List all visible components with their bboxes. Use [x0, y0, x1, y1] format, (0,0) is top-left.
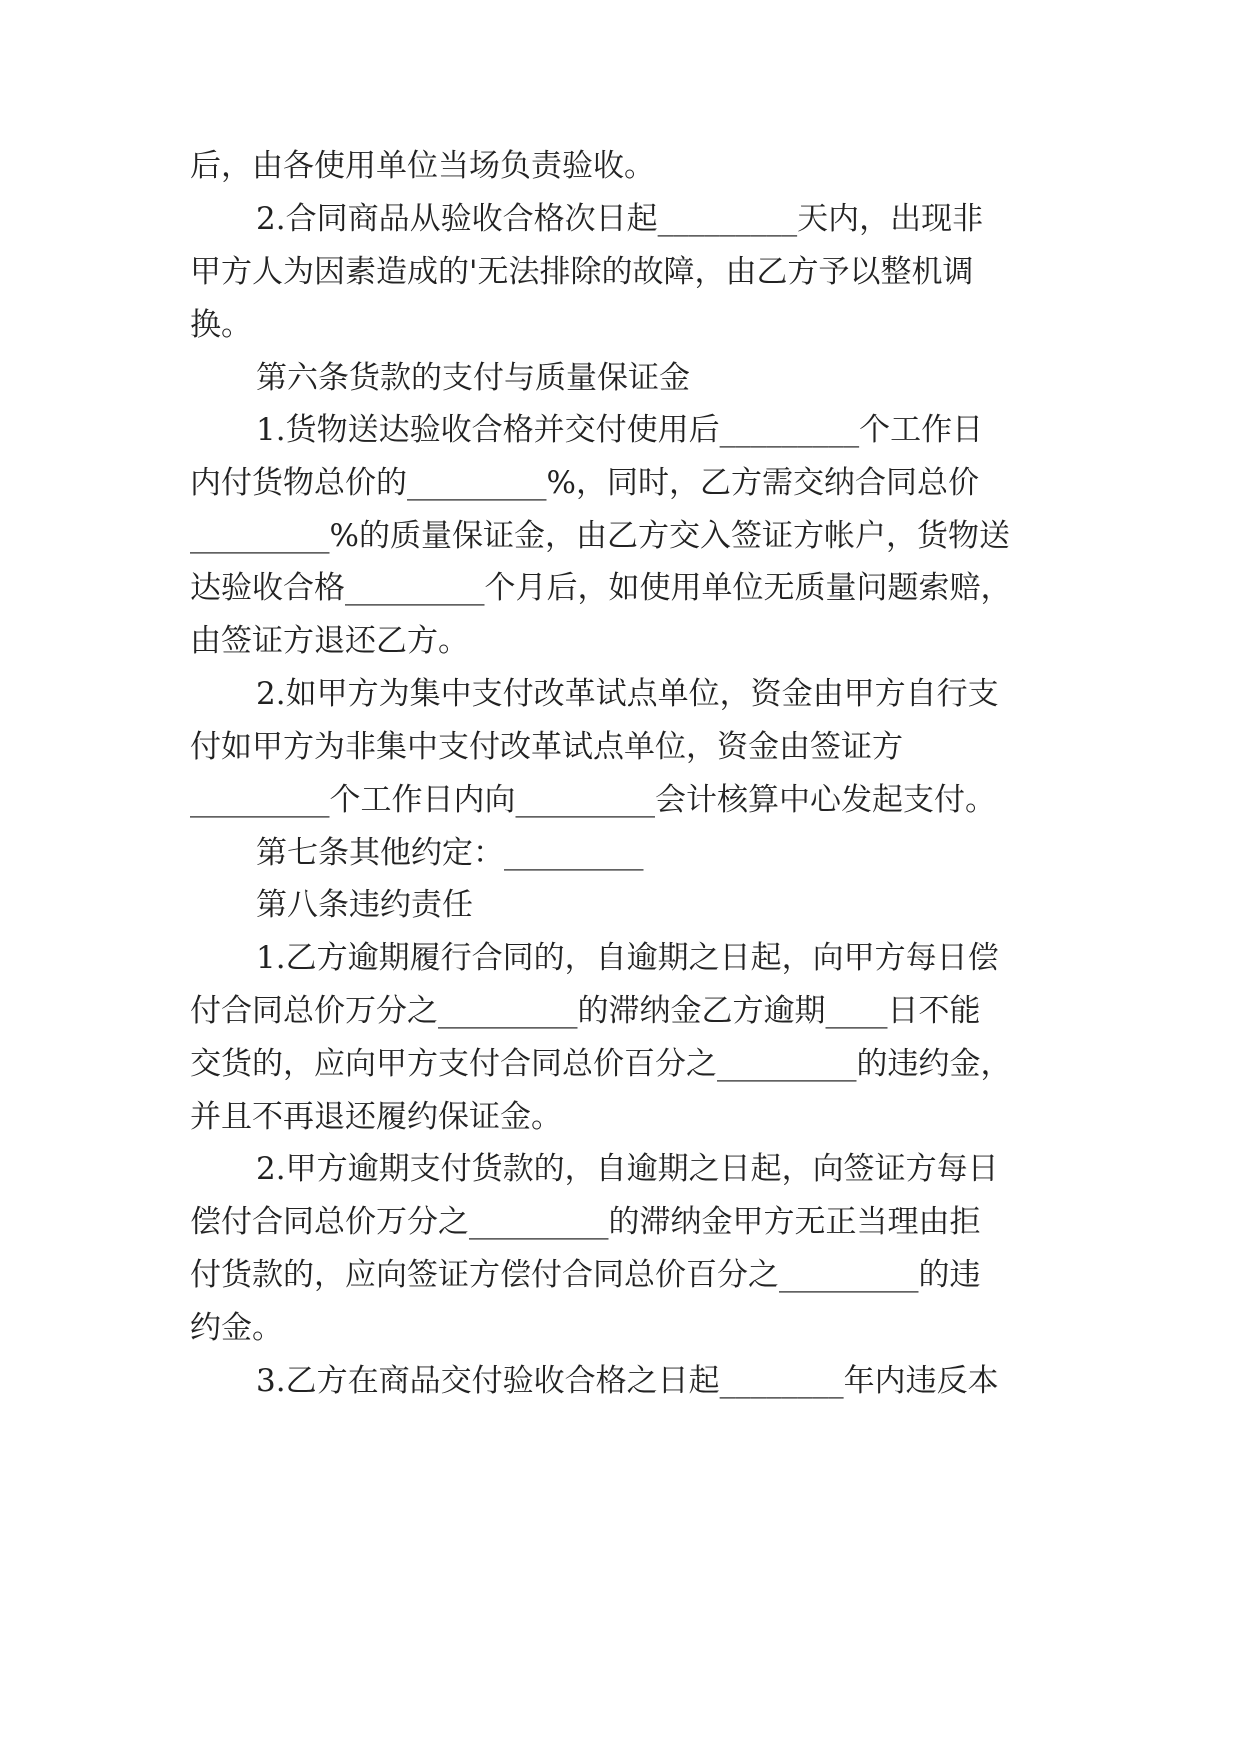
text-line-7: 内付货物总价的_________%，同时，乙方需交纳合同总价: [190, 465, 979, 501]
section-heading-7: 第七条其他约定：_________: [256, 835, 644, 871]
section-heading-8: 第八条违约责任: [256, 887, 473, 923]
section-heading-6: 第六条货款的支付与质量保证金: [256, 360, 690, 396]
text-line-16: 1.乙方逾期履行合同的，自逾期之日起，向甲方每日偿: [256, 940, 999, 976]
text-line-8: _________%的质量保证金，由乙方交入签证方帐户，货物送: [190, 518, 1010, 554]
text-line-23: 约金。: [190, 1310, 283, 1346]
text-line-17: 付合同总价万分之_________的滞纳金乙方逾期____日不能: [190, 993, 981, 1029]
text-line-9: 达验收合格_________个月后，如使用单位无质量问题索赔，: [190, 570, 1012, 606]
text-line-24: 3.乙方在商品交付验收合格之日起________年内违反本: [256, 1363, 999, 1399]
text-line-4: 换。: [190, 307, 252, 343]
text-line-19: 并且不再退还履约保证金。: [190, 1099, 562, 1135]
text-line-3: 甲方人为因素造成的'无法排除的故障，由乙方予以整机调: [190, 254, 974, 290]
text-line-2: 2.合同商品从验收合格次日起_________天内，出现非: [256, 201, 984, 237]
text-line-12: 付如甲方为非集中支付改革试点单位，资金由签证方: [190, 729, 903, 765]
text-line-20: 2.甲方逾期支付货款的，自逾期之日起，向签证方每日: [256, 1151, 999, 1187]
text-line-13: _________个工作日内向_________会计核算中心发起支付。: [190, 782, 996, 818]
text-line-18: 交货的，应向甲方支付合同总价百分之_________的违约金，: [190, 1046, 1012, 1082]
text-line-10: 由签证方退还乙方。: [190, 623, 469, 659]
text-line-11: 2.如甲方为集中支付改革试点单位，资金由甲方自行支: [256, 676, 999, 712]
text-line-21: 偿付合同总价万分之_________的滞纳金甲方无正当理由拒: [190, 1204, 981, 1240]
text-line-6: 1.货物送达验收合格并交付使用后_________个工作日: [256, 412, 984, 448]
text-line-1: 后，由各使用单位当场负责验收。: [190, 148, 655, 184]
text-line-22: 付货款的，应向签证方偿付合同总价百分之_________的违: [190, 1257, 981, 1293]
